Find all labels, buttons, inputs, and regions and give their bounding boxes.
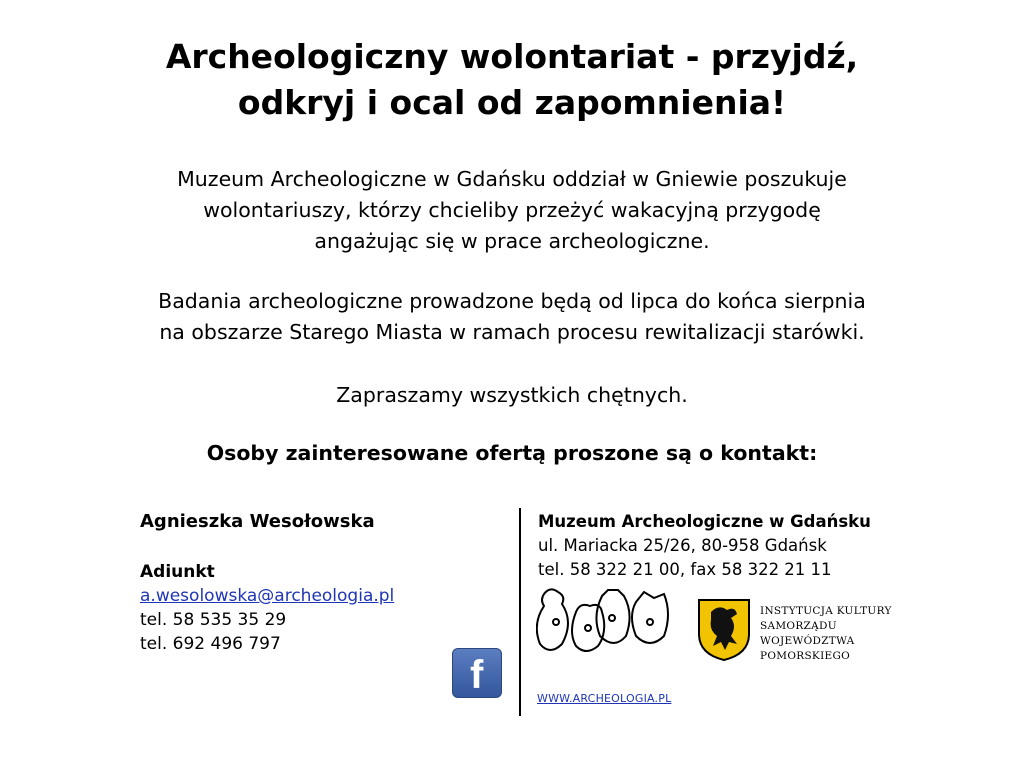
intro-line-1: Muzeum Archeologiczne w Gdańsku oddział w Gniewie poszukuje [177,167,847,191]
signature-divider [519,508,521,716]
pomorskie-griffin-crest-icon [697,598,751,662]
research-line-1: Badania archeologiczne prowadzone będą od lipca do końca sierpnia [158,289,866,313]
title-line-1: Archeologiczny wolontariat - przyjdź, [165,37,859,76]
intro-line-3: angażując się w prace archeologiczne. [314,229,710,253]
contact-phone-1: tel. 58 535 35 29 [140,610,287,630]
museum-name: Muzeum Archeologiczne w Gdańsku [538,512,871,531]
email-signature [0,500,1024,730]
research-paragraph [0,286,1024,348]
page-title [0,34,1024,126]
intro-paragraph [0,164,1024,257]
museum-phones: tel. 58 322 21 00, fax 58 322 21 11 [538,560,832,579]
contact-role: Adiunkt [140,562,215,582]
contact-block [140,510,394,656]
contact-name: Agnieszka Wesołowska [140,511,375,532]
contact-heading: Osoby zainteresowane ofertą proszone są o kontakt: [206,441,818,465]
museum-address: ul. Mariacka 25/26, 80-958 Gdańsk [538,536,827,555]
contact-phone-2: tel. 692 496 797 [140,634,281,654]
research-line-2: na obszarze Starego Miasta w ramach procesu rewitalizacji starówki. [159,320,865,344]
invitation-text: Zapraszamy wszystkich chętnych. [336,383,688,407]
contact-email-link[interactable]: a.wesolowska@archeologia.pl [140,586,395,606]
museum-website-link[interactable]: WWW.ARCHEOLOGIA.PL [537,692,672,705]
institution-label: INSTYTUCJA KULTURY SAMORZĄDU WOJEWÓDZTWA POMORSKIEGO [760,605,892,662]
museum-logo-vases-icon [536,582,686,662]
facebook-icon[interactable]: f [452,648,502,698]
title-line-2: odkryj i ocal od zapomnienia! [237,83,787,122]
intro-line-2: wolontariuszy, którzy chcieliby przeżyć wakacyjną przygodę [203,198,821,222]
museum-block [538,510,871,582]
